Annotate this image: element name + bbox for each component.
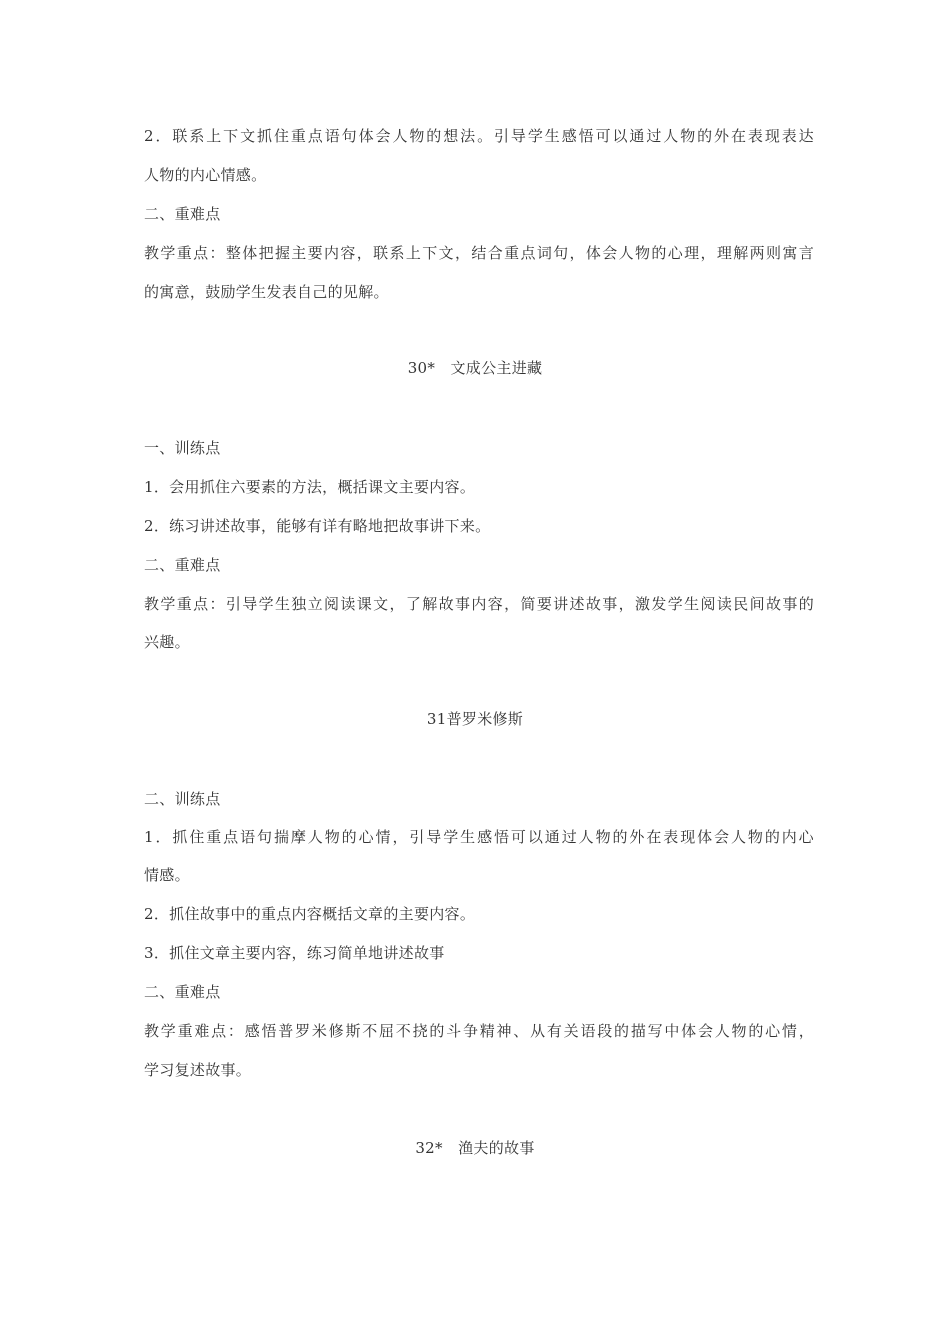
s31-focus-line2: 学习复述故事。 [144,1061,252,1079]
s29-item2-line2: 人物的内心情感。 [144,166,267,184]
s31-title: 31普罗米修斯 [426,710,524,728]
s30-difficulty-heading: 二、重难点 [144,556,221,574]
s29-focus-line1: 教学重点：整体把握主要内容，联系上下文，结合重点词句，体会人物的心理，理解两则寓言 [144,244,814,262]
s31-difficulty-heading: 二、重难点 [144,983,221,1001]
s31-item2: 2．抓住故事中的重点内容概括文章的主要内容。 [144,905,476,923]
s29-focus-line2: 的寓意，鼓励学生发表自己的见解。 [144,283,389,301]
s30-item1: 1．会用抓住六要素的方法，概括课文主要内容。 [144,478,476,496]
s31-item3: 3．抓住文章主要内容，练习简单地讲述故事 [144,944,445,962]
s31-item1-line2: 情感。 [144,866,190,884]
s32-title: 32* 渔夫的故事 [415,1139,535,1157]
s31-focus-line1: 教学重难点：感悟普罗米修斯不屈不挠的斗争精神、从有关语段的描写中体会人物的心情， [144,1022,814,1040]
s30-title: 30* 文成公主进藏 [407,359,543,377]
s30-item2: 2．练习讲述故事，能够有详有略地把故事讲下来。 [144,517,491,535]
s29-difficulty-heading: 二、重难点 [144,205,221,223]
s30-focus-line1: 教学重点：引导学生独立阅读课文，了解故事内容，简要讲述故事，激发学生阅读民间故事的 [144,595,814,613]
s29-item2-line1: 2．联系上下文抓住重点语句体会人物的想法。引导学生感悟可以通过人物的外在表现表达 [144,127,814,145]
s31-training-heading: 二、训练点 [144,790,221,808]
s31-item1-line1: 1．抓住重点语句揣摩人物的心情，引导学生感悟可以通过人物的外在表现体会人物的内心 [144,828,814,846]
s30-training-heading: 一、训练点 [144,439,221,457]
s30-focus-line2: 兴趣。 [144,633,190,651]
